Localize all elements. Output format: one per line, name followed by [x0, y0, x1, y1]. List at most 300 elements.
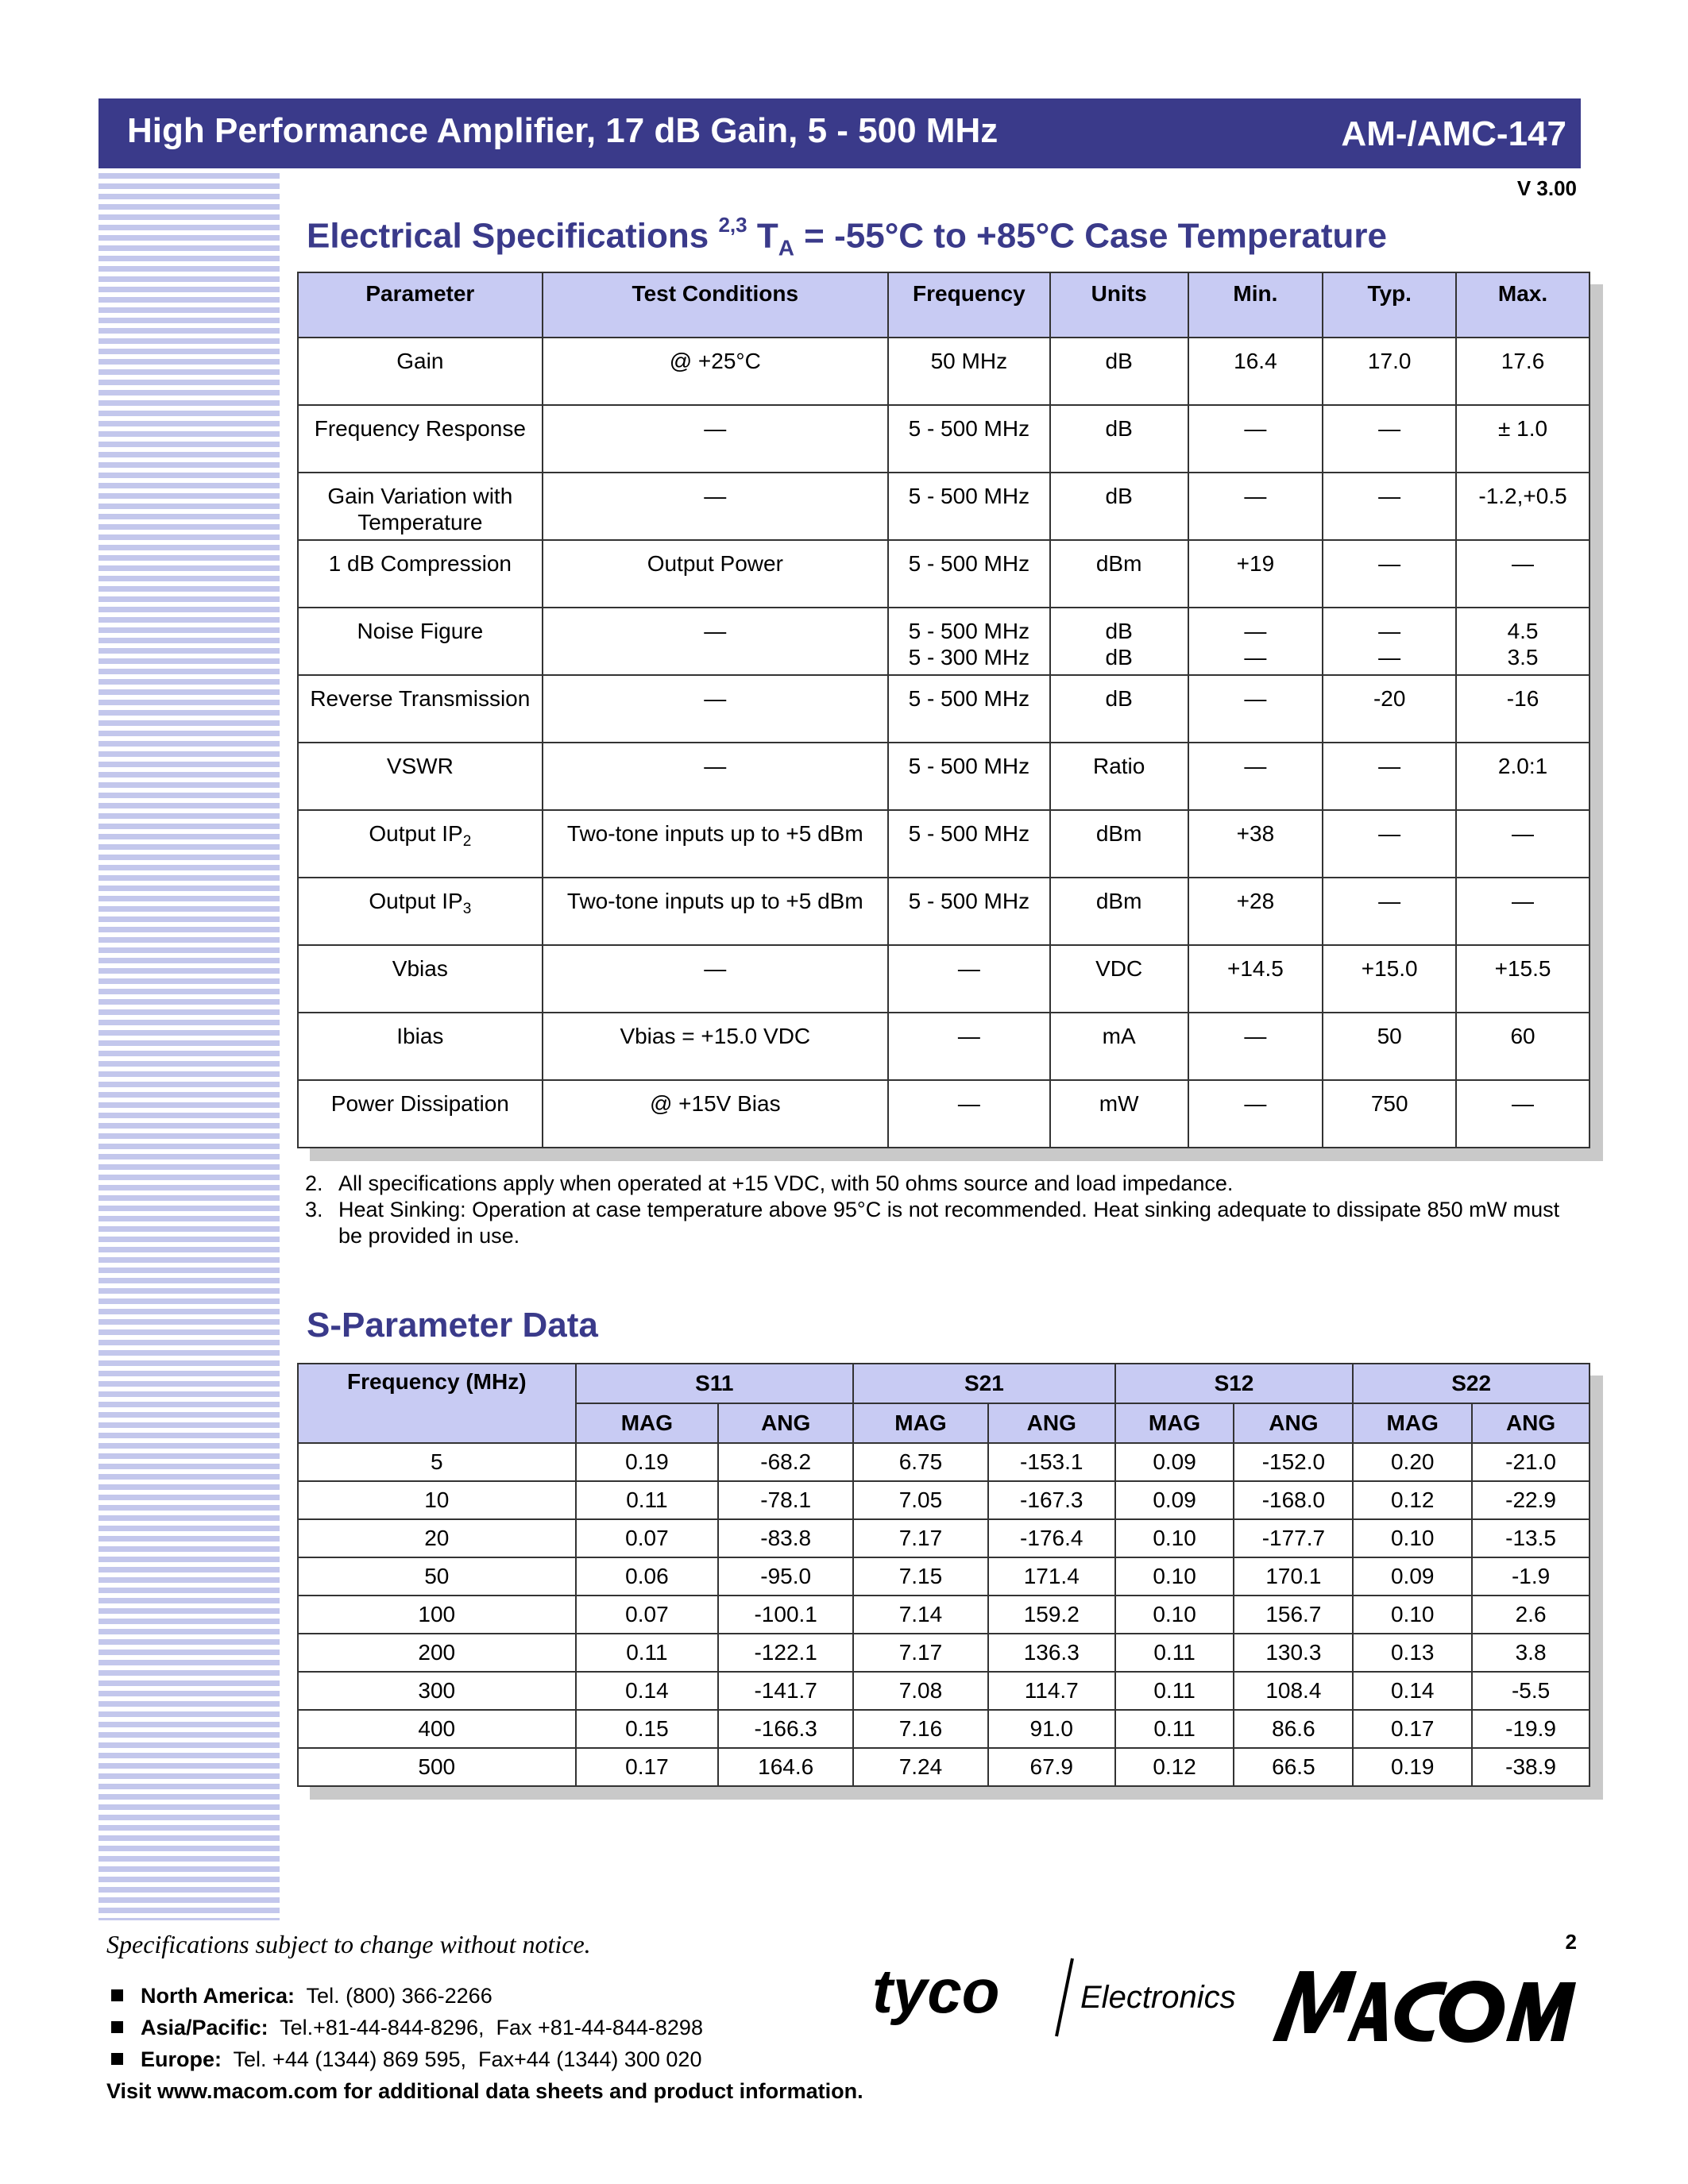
- sparam-value-cell: -21.0: [1472, 1443, 1590, 1481]
- sparam-value-cell: 0.17: [576, 1748, 719, 1786]
- spec-value: 5 - 500 MHz: [908, 821, 1030, 846]
- spec-value: —: [1244, 1024, 1267, 1048]
- sparam-row: [298, 1748, 1590, 1786]
- sparam-value-cell: -13.5: [1472, 1519, 1590, 1557]
- spec-cell-param: [298, 473, 543, 540]
- sparam-value-cell: 171.4: [988, 1557, 1115, 1596]
- spec-value: 50 MHz: [930, 349, 1008, 373]
- spec-cell-units: [1050, 608, 1188, 675]
- spec-value: —: [1378, 889, 1401, 913]
- spec-cell-freq: [888, 810, 1050, 878]
- spec-value: Reverse Transmission: [310, 686, 531, 711]
- macom-wordmark: [1273, 1971, 1576, 2043]
- spec-cell-cond: [543, 945, 888, 1013]
- sparam-row: [298, 1596, 1590, 1634]
- sparam-value-cell: 0.12: [1353, 1481, 1472, 1519]
- spec-value: —: [704, 686, 727, 711]
- spec-value: Two-tone inputs up to +5 dBm: [566, 821, 863, 846]
- heading-subscript: A: [778, 235, 794, 260]
- sparam-value-cell: 0.10: [1115, 1596, 1234, 1634]
- sparam-value-cell: 91.0: [988, 1710, 1115, 1748]
- footnote-text: All specifications apply when operated at +15 VDC, with 50 ohms source and load impedance.: [338, 1171, 1234, 1195]
- sparam-value-cell: 0.20: [1353, 1443, 1472, 1481]
- spec-value: Two-tone inputs up to +5 dBm: [566, 889, 863, 913]
- mag-col-header: MAG: [1115, 1403, 1234, 1443]
- ang-col-header: ANG: [1234, 1403, 1353, 1443]
- spec-col-header: Max.: [1456, 272, 1590, 338]
- spec-value: 750: [1370, 1091, 1408, 1116]
- sparam-value-cell: 0.10: [1353, 1596, 1472, 1634]
- contact-region: Europe:: [141, 2047, 222, 2071]
- spec-cell-units: [1050, 405, 1188, 473]
- spec-cell-max: [1456, 540, 1590, 608]
- sparam-value-cell: 0.14: [576, 1672, 719, 1710]
- sparam-value-cell: -166.3: [718, 1710, 853, 1748]
- sparam-value-cell: 0.11: [1115, 1672, 1234, 1710]
- contact-row: [111, 1980, 703, 2012]
- spec-cell-cond: [543, 405, 888, 473]
- spec-cell-param: [298, 878, 543, 945]
- sparam-value-cell: 0.09: [1353, 1557, 1472, 1596]
- spec-value: 1 dB Compression: [328, 551, 512, 576]
- mag-col-header: MAG: [576, 1403, 719, 1443]
- spec-cell-max: [1456, 338, 1590, 405]
- spec-row: [298, 338, 1590, 405]
- sparam-group-header: S11: [576, 1364, 854, 1403]
- sparam-value-cell: 0.11: [1115, 1710, 1234, 1748]
- spec-col-header: Min.: [1188, 272, 1323, 338]
- sparam-frequency-cell: 400: [298, 1710, 576, 1748]
- spec-cell-cond: [543, 473, 888, 540]
- spec-value: ± 1.0: [1497, 416, 1548, 441]
- sparam-value-cell: 130.3: [1234, 1634, 1353, 1672]
- spec-value: Noise Figure: [357, 619, 484, 643]
- spec-value: @ +15V Bias: [649, 1091, 781, 1116]
- contact-row: [111, 2012, 703, 2043]
- spec-value: +14.5: [1226, 956, 1284, 981]
- heading-t: T: [747, 216, 778, 256]
- spec-cell-min: [1188, 540, 1323, 608]
- spec-value: Output IP: [369, 821, 463, 846]
- sparam-frequency-cell: 300: [298, 1672, 576, 1710]
- spec-value: —: [1244, 484, 1267, 508]
- sparam-value-cell: 0.09: [1115, 1481, 1234, 1519]
- spec-cell-min: [1188, 878, 1323, 945]
- logo-divider: [1056, 1958, 1072, 2036]
- spec-value: —: [1244, 686, 1267, 711]
- spec-value: dB: [1105, 686, 1133, 711]
- spec-value: dB: [1105, 349, 1133, 373]
- spec-value: 5 - 500 MHz: [908, 551, 1030, 576]
- sparam-value-cell: -22.9: [1472, 1481, 1590, 1519]
- sparam-value-cell: 170.1: [1234, 1557, 1353, 1596]
- spec-cell-units: [1050, 675, 1188, 743]
- spec-cell-units: [1050, 945, 1188, 1013]
- sparam-value-cell: 0.10: [1353, 1519, 1472, 1557]
- sparam-value-cell: 0.11: [576, 1634, 719, 1672]
- spec-row: [298, 743, 1590, 810]
- spec-value: dB: [1105, 416, 1133, 441]
- disclaimer: Specifications subject to change without notice.: [106, 1930, 591, 1958]
- spec-cell-cond: [543, 675, 888, 743]
- model-number: AM-/AMC-147: [1341, 114, 1566, 153]
- spec-value: Ibias: [396, 1024, 444, 1048]
- sparam-value-cell: 7.15: [853, 1557, 988, 1596]
- sparam-row: [298, 1710, 1590, 1748]
- spec-value: —: [1512, 889, 1535, 913]
- spec-cell-min: [1188, 1080, 1323, 1148]
- heading-text: Electrical Specifications: [307, 216, 719, 256]
- sparam-group-header: S21: [853, 1364, 1115, 1403]
- spec-cell-typ: [1323, 675, 1456, 743]
- spec-row: [298, 405, 1590, 473]
- spec-cell-typ: [1323, 540, 1456, 608]
- spec-row: [298, 675, 1590, 743]
- sparam-value-cell: -78.1: [718, 1481, 853, 1519]
- spec-cell-max: [1456, 1013, 1590, 1080]
- tyco-electronics-logo: [872, 1952, 1238, 2047]
- spec-cell-units: [1050, 810, 1188, 878]
- spec-value: —: [1244, 416, 1267, 441]
- spec-value: mA: [1102, 1024, 1136, 1048]
- electrical-specs-table: [297, 272, 1590, 1148]
- spec-cell-min: [1188, 1013, 1323, 1080]
- footnote-text: Heat Sinking: Operation at case temperature above 95°C is not recommended. Heat sinking adequate to dissipate 850 mW must be provided in use.: [338, 1198, 1560, 1248]
- spec-value: —: [1512, 821, 1535, 846]
- spec-value: 4.5 3.5: [1507, 619, 1539, 669]
- sparam-value-cell: -168.0: [1234, 1481, 1353, 1519]
- spec-value: —: [1378, 754, 1401, 778]
- spec-cell-cond: [543, 810, 888, 878]
- spec-cell-units: [1050, 743, 1188, 810]
- spec-value: dBm: [1095, 551, 1142, 576]
- electrical-specs-heading: [307, 213, 1387, 260]
- spec-cell-typ: [1323, 1013, 1456, 1080]
- sparam-value-cell: 67.9: [988, 1748, 1115, 1786]
- spec-cell-max: [1456, 608, 1590, 675]
- spec-cell-typ: [1323, 338, 1456, 405]
- footnote: [305, 1197, 1576, 1249]
- spec-value: VDC: [1095, 956, 1143, 981]
- spec-row: [298, 1080, 1590, 1148]
- spec-value: +19: [1236, 551, 1275, 576]
- spec-value: Power Dissipation: [330, 1091, 509, 1116]
- spec-value: —: [957, 1024, 980, 1048]
- square-bullet-icon: [111, 1989, 123, 2001]
- sparam-value-cell: 6.75: [853, 1443, 988, 1481]
- sparam-value-cell: 0.06: [576, 1557, 719, 1596]
- spec-value: 60: [1510, 1024, 1535, 1048]
- spec-cell-max: [1456, 945, 1590, 1013]
- sparam-value-cell: -5.5: [1472, 1672, 1590, 1710]
- heading-footnote-ref: 2,3: [718, 213, 747, 237]
- spec-value: Ratio: [1092, 754, 1145, 778]
- sparam-frequency-cell: 20: [298, 1519, 576, 1557]
- spec-cell-cond: [543, 540, 888, 608]
- sparam-value-cell: 0.13: [1353, 1634, 1472, 1672]
- spec-cell-units: [1050, 473, 1188, 540]
- spec-cell-typ: [1323, 1080, 1456, 1148]
- sparam-value-cell: 0.19: [576, 1443, 719, 1481]
- sparam-value-cell: 7.08: [853, 1672, 988, 1710]
- sparam-value-cell: 0.09: [1115, 1443, 1234, 1481]
- spec-cell-cond: [543, 1013, 888, 1080]
- spec-cell-param: [298, 675, 543, 743]
- sparam-value-cell: 136.3: [988, 1634, 1115, 1672]
- sparam-value-cell: -38.9: [1472, 1748, 1590, 1786]
- square-bullet-icon: [111, 2021, 123, 2033]
- spec-value: —: [957, 956, 980, 981]
- sparam-row: [298, 1634, 1590, 1672]
- spec-row: [298, 608, 1590, 675]
- ang-col-header: ANG: [988, 1403, 1115, 1443]
- spec-cell-max: [1456, 1080, 1590, 1148]
- spec-cell-min: [1188, 405, 1323, 473]
- spec-value: @ +25°C: [669, 349, 761, 373]
- spec-value: — —: [1378, 619, 1401, 669]
- footnote: [305, 1171, 1576, 1197]
- sparam-value-cell: 114.7: [988, 1672, 1115, 1710]
- sparam-value-cell: -122.1: [718, 1634, 853, 1672]
- spec-cell-cond: [543, 338, 888, 405]
- sparam-group-header: S12: [1115, 1364, 1354, 1403]
- spec-value: Vbias: [392, 956, 448, 981]
- sparam-value-cell: 159.2: [988, 1596, 1115, 1634]
- spec-cell-units: [1050, 1080, 1188, 1148]
- spec-cell-max: [1456, 675, 1590, 743]
- spec-cell-freq: [888, 608, 1050, 675]
- spec-value: —: [1378, 416, 1401, 441]
- spec-cell-freq: [888, 743, 1050, 810]
- spec-cell-max: [1456, 810, 1590, 878]
- sparam-value-cell: 0.12: [1115, 1748, 1234, 1786]
- sparam-row: [298, 1481, 1590, 1519]
- spec-row: [298, 945, 1590, 1013]
- contact-region: North America:: [141, 1984, 295, 2008]
- heading-rest: = -55°C to +85°C Case Temperature: [794, 216, 1387, 256]
- sparam-frequency-cell: 200: [298, 1634, 576, 1672]
- spec-cell-cond: [543, 743, 888, 810]
- visit-website-note: Visit www.macom.com for additional data sheets and product information.: [106, 2079, 863, 2103]
- spec-value: —: [1244, 754, 1267, 778]
- document-title: High Performance Amplifier, 17 dB Gain, 5 - 500 MHz: [127, 111, 999, 150]
- spec-col-header: Units: [1050, 272, 1188, 338]
- version-label: V 3.00: [1516, 176, 1577, 200]
- sparam-value-cell: 7.17: [853, 1634, 988, 1672]
- sparam-value-cell: 0.19: [1353, 1748, 1472, 1786]
- spec-cell-min: [1188, 810, 1323, 878]
- spec-cell-param: [298, 1080, 543, 1148]
- spec-cell-min: [1188, 608, 1323, 675]
- ang-col-header: ANG: [718, 1403, 853, 1443]
- spec-cell-freq: [888, 945, 1050, 1013]
- spec-value: —: [704, 484, 727, 508]
- spec-cell-freq: [888, 1013, 1050, 1080]
- spec-cell-typ: [1323, 608, 1456, 675]
- sparam-value-cell: -83.8: [718, 1519, 853, 1557]
- spec-value: —: [957, 1091, 980, 1116]
- mag-col-header: MAG: [1353, 1403, 1472, 1443]
- spec-value: +38: [1236, 821, 1275, 846]
- sparam-value-cell: 66.5: [1234, 1748, 1353, 1786]
- square-bullet-icon: [111, 2053, 123, 2065]
- sparam-value-cell: -177.7: [1234, 1519, 1353, 1557]
- sparam-value-cell: -95.0: [718, 1557, 853, 1596]
- contact-row: [111, 2043, 703, 2075]
- sparam-table-wrap: [297, 1363, 1590, 1787]
- spec-value: 5 - 500 MHz: [908, 416, 1030, 441]
- spec-value: dB dB: [1105, 619, 1133, 669]
- frequency-col-header: Frequency (MHz): [298, 1364, 576, 1443]
- page-number: 2: [1565, 1930, 1577, 1954]
- sparam-frequency-cell: 50: [298, 1557, 576, 1596]
- spec-cell-typ: [1323, 473, 1456, 540]
- spec-cell-max: [1456, 743, 1590, 810]
- spec-cell-freq: [888, 338, 1050, 405]
- spec-row: [298, 1013, 1590, 1080]
- sparam-table: [297, 1363, 1590, 1787]
- sparam-value-cell: 7.14: [853, 1596, 988, 1634]
- spec-cell-param: [298, 945, 543, 1013]
- spec-value: —: [704, 956, 727, 981]
- spec-cell-min: [1188, 743, 1323, 810]
- ang-col-header: ANG: [1472, 1403, 1590, 1443]
- sparam-value-cell: 0.10: [1115, 1519, 1234, 1557]
- sparam-value-cell: -100.1: [718, 1596, 853, 1634]
- sparam-value-cell: 0.11: [576, 1481, 719, 1519]
- sparam-value-cell: 7.05: [853, 1481, 988, 1519]
- sparam-value-cell: 0.14: [1353, 1672, 1472, 1710]
- spec-cell-units: [1050, 1013, 1188, 1080]
- sparam-value-cell: 0.11: [1115, 1634, 1234, 1672]
- sparam-value-cell: 86.6: [1234, 1710, 1353, 1748]
- spec-cell-param: [298, 405, 543, 473]
- sparam-row: [298, 1519, 1590, 1557]
- spec-value: dB: [1105, 484, 1133, 508]
- spec-cell-freq: [888, 405, 1050, 473]
- footnote-number: 3.: [305, 1198, 323, 1221]
- sparam-value-cell: 7.24: [853, 1748, 988, 1786]
- spec-cell-typ: [1323, 878, 1456, 945]
- spec-value: +15.0: [1361, 956, 1418, 981]
- spec-value: VSWR: [386, 754, 454, 778]
- sparam-value-cell: 0.15: [576, 1710, 719, 1748]
- tyco-wordmark: tyco: [872, 1956, 1000, 2026]
- spec-value: 50: [1377, 1024, 1402, 1048]
- mag-col-header: MAG: [853, 1403, 988, 1443]
- spec-cell-min: [1188, 675, 1323, 743]
- sparam-value-cell: 156.7: [1234, 1596, 1353, 1634]
- spec-cell-typ: [1323, 945, 1456, 1013]
- spec-value: —: [704, 754, 727, 778]
- sparam-value-cell: 0.17: [1353, 1710, 1472, 1748]
- spec-cell-max: [1456, 473, 1590, 540]
- spec-value: Frequency Response: [314, 416, 526, 441]
- spec-row: [298, 810, 1590, 878]
- spec-cell-param: [298, 810, 543, 878]
- sparam-value-cell: 108.4: [1234, 1672, 1353, 1710]
- spec-value: —: [1244, 1091, 1267, 1116]
- spec-value: Vbias = +15.0 VDC: [620, 1024, 811, 1048]
- spec-cell-param: [298, 1013, 543, 1080]
- spec-cell-param: [298, 540, 543, 608]
- spec-cell-min: [1188, 473, 1323, 540]
- decorative-side-stripes: [98, 173, 280, 1920]
- spec-cell-units: [1050, 338, 1188, 405]
- spec-value: —: [704, 619, 727, 643]
- spec-cell-freq: [888, 540, 1050, 608]
- sparam-value-cell: -19.9: [1472, 1710, 1590, 1748]
- spec-row: [298, 473, 1590, 540]
- spec-value: 5 - 500 MHz: [908, 889, 1030, 913]
- spec-cell-freq: [888, 675, 1050, 743]
- sparam-value-cell: 0.07: [576, 1596, 719, 1634]
- spec-value: -16: [1506, 686, 1539, 711]
- spec-value: +15.5: [1494, 956, 1551, 981]
- sparam-frequency-cell: 100: [298, 1596, 576, 1634]
- spec-cell-typ: [1323, 743, 1456, 810]
- sparam-value-cell: -153.1: [988, 1443, 1115, 1481]
- spec-cell-param: [298, 743, 543, 810]
- spec-cell-param: [298, 338, 543, 405]
- spec-value: —: [1378, 551, 1401, 576]
- sparam-row: [298, 1672, 1590, 1710]
- spec-value: 5 - 500 MHz: [908, 686, 1030, 711]
- spec-cell-freq: [888, 878, 1050, 945]
- param-subscript: 3: [462, 901, 472, 917]
- sparam-row: [298, 1557, 1590, 1596]
- spec-col-header: Frequency: [888, 272, 1050, 338]
- spec-row: [298, 878, 1590, 945]
- spec-cell-units: [1050, 878, 1188, 945]
- spec-col-header: Parameter: [298, 272, 543, 338]
- spec-value: —: [704, 416, 727, 441]
- spec-value: Gain Variation with Temperature: [327, 484, 513, 534]
- spec-value: Output Power: [647, 551, 783, 576]
- spec-value: 16.4: [1234, 349, 1277, 373]
- contact-region: Asia/Pacific:: [141, 2016, 268, 2039]
- sparam-value-cell: 2.6: [1472, 1596, 1590, 1634]
- spec-value: 5 - 500 MHz: [908, 484, 1030, 508]
- spec-value: Output IP: [369, 889, 463, 913]
- sparam-heading: S-Parameter Data: [307, 1306, 598, 1345]
- spec-cell-min: [1188, 945, 1323, 1013]
- sparam-value-cell: -167.3: [988, 1481, 1115, 1519]
- spec-cell-max: [1456, 405, 1590, 473]
- spec-cell-cond: [543, 608, 888, 675]
- spec-value: —: [1378, 484, 1401, 508]
- sparam-value-cell: 0.10: [1115, 1557, 1234, 1596]
- spec-value: -1.2,+0.5: [1478, 484, 1567, 508]
- sparam-value-cell: -152.0: [1234, 1443, 1353, 1481]
- sparam-row: [298, 1443, 1590, 1481]
- sparam-frequency-cell: 10: [298, 1481, 576, 1519]
- spec-value: dBm: [1095, 889, 1142, 913]
- spec-cell-units: [1050, 540, 1188, 608]
- electrical-specs-table-wrap: [297, 272, 1590, 1148]
- spec-value: 5 - 500 MHz: [908, 754, 1030, 778]
- spec-cell-typ: [1323, 810, 1456, 878]
- sparam-value-cell: -141.7: [718, 1672, 853, 1710]
- sparam-value-cell: -1.9: [1472, 1557, 1590, 1596]
- spec-value: —: [1512, 1091, 1535, 1116]
- spec-row: [298, 540, 1590, 608]
- contact-details: Tel. +44 (1344) 869 595, Fax+44 (1344) 300 020: [222, 2047, 702, 2071]
- spec-value: — —: [1244, 619, 1267, 669]
- spec-col-header: Test Conditions: [543, 272, 888, 338]
- sparam-value-cell: -68.2: [718, 1443, 853, 1481]
- sparam-frequency-cell: 5: [298, 1443, 576, 1481]
